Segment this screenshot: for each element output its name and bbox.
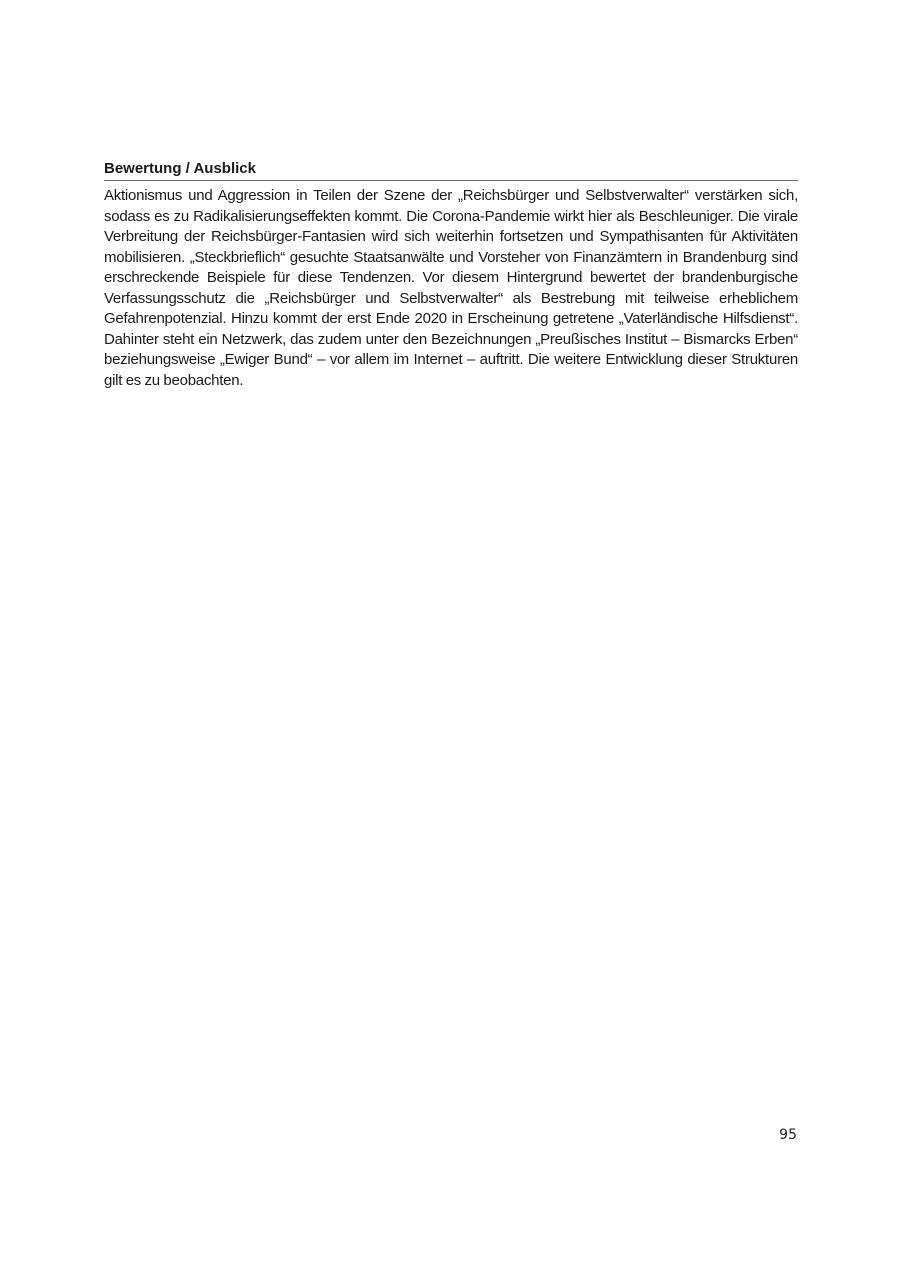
section-paragraph: Aktionismus und Aggression in Teilen der Szene der „Reichsbürger und Selbstverwalter“ verstärken sich, sodass es zu Radikalisierungseffekten kommt. Die Corona-Pandemie wirkt hier als Beschleuniger. Die virale Verbreitung der Reichsbürger-Fantasien wird sich weiterhin fortsetzen und Sympathisanten für Aktivitäten mobilisieren. „Steckbrieflich“ gesuchte Staatsanwälte und Vorsteher von Finanzämtern in Brandenburg sind erschreckende Beispiele für diese Tendenzen. Vor diesem Hintergrund bewertet der brandenburgische Verfassungsschutz die „Reichsbürger und Selbstverwalter“ als Bestrebung mit teilweise erheblichem Gefahrenpotenzial. Hinzu kommt der erst Ende 2020 in Erscheinung getretene „Vaterländische Hilfsdienst“. Dahinter steht ein Netzwerk, das zudem unter den Bezeichnungen „Preußisches Institut – Bismarcks Erben“ beziehungsweise „Ewiger Bund“ – vor allem im Internet – auftritt. Die weitere Entwicklung dieser Strukturen gilt es zu beobachten. — [104, 187, 798, 389]
assessment-section — [104, 160, 798, 391]
page-number: 95 — [779, 1127, 797, 1143]
section-heading: Bewertung / Ausblick — [104, 160, 798, 181]
